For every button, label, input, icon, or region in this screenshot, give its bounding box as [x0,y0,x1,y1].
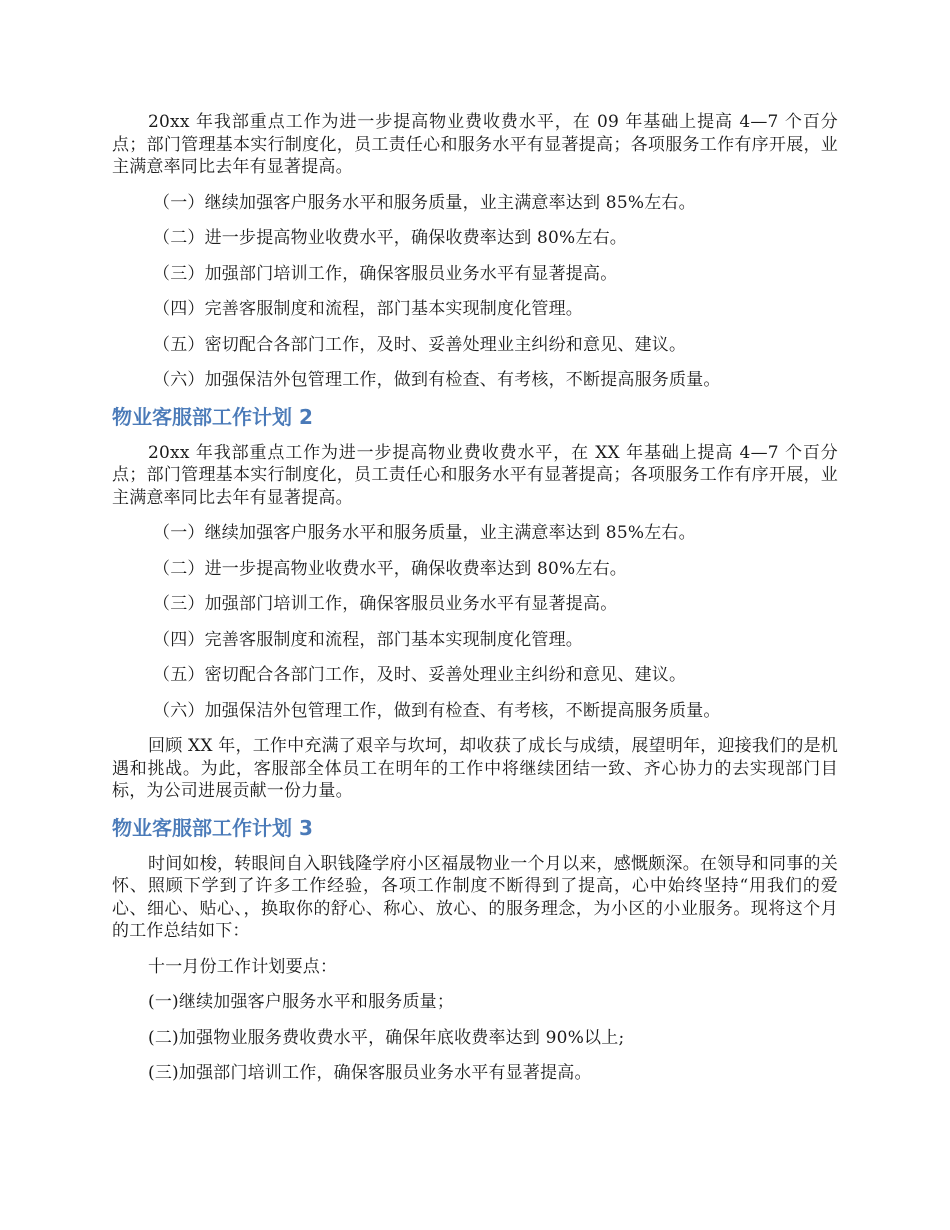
section3-title: 物业客服部工作计划 3 [112,815,313,840]
section2-closing: 回顾 XX 年，工作中充满了艰辛与坎坷，却收获了成长与成绩，展望明年，迎接我们的是机遇和挑战。为此，客服部全体员工在明年的工作中将继续团结一致、齐心协力的去实现部门目标，为公司进展贡献一份力量。 [112,736,838,801]
section2-item: （四）完善客服制度和流程，部门基本实现制度化管理。 [153,629,583,650]
section2-item: （五）密切配合各部门工作，及时、妥善处理业主纠纷和意见、建议。 [153,665,687,685]
section1-item: （四）完善客服制度和流程，部门基本实现制度化管理。 [153,299,583,319]
section2-item: （一）继续加强客户服务水平和服务质量，业主满意率达到 85%左右。 [153,523,696,543]
section3-intro: 时间如梭，转眼间自入职钱隆学府小区福晟物业一个月以来，感慨颇深。在领导和同事的关怀、照顾下学到了许多工作经验，各项工作制度不断得到了提高，心中始终坚持“用我们的爱心、细心、贴心、，换取你的舒心、称心、放心、的服务理念，为小区的小业服务。现将这个月的工作总结如下： [112,853,838,941]
section3-item: (一)继续加强客户服务水平和服务质量； [148,992,455,1012]
section2-title: 物业客服部工作计划 2 [112,404,313,429]
section1-item: （三）加强部门培训工作，确保客服员业务水平有显著提高。 [153,263,618,284]
section3-item: (三)加强部门培训工作，确保客服员业务水平有显著提高。 [148,1063,592,1083]
section1-intro: 20xx 年我部重点工作为进一步提高物业费收费水平，在 09 年基础上提高 4—7 个百分点；部门管理基本实行制度化，员工责任心和服务水平有显著提高；各项服务工作有序开展，业主满意率同比去年有显著提高。 [112,112,838,177]
section1-item: （一）继续加强客户服务水平和服务质量，业主满意率达到 85%左右。 [153,192,696,213]
section1-item: （二）进一步提高物业收费水平，确保收费率达到 80%左右。 [153,228,627,248]
section1-item: （六）加强保洁外包管理工作，做到有检查、有考核，不断提高服务质量。 [153,370,721,390]
section1-item: （五）密切配合各部门工作，及时、妥善处理业主纠纷和意见、建议。 [153,334,687,355]
section2-item: （六）加强保洁外包管理工作，做到有检查、有考核，不断提高服务质量。 [153,700,721,721]
section3-subtitle: 十一月份工作计划要点： [148,956,338,977]
section3-item: (二)加强物业服务费收费水平，确保年底收费率达到 90%以上; [148,1027,625,1048]
section2-item: （三）加强部门培训工作，确保客服员业务水平有显著提高。 [153,594,618,614]
section2-intro: 20xx 年我部重点工作为进一步提高物业费收费水平，在 XX 年基础上提高 4—7 个百分点；部门管理基本实行制度化，员工责任心和服务水平有显著提高；各项服务工作有序开展，业主满意率同比去年有显著提高。 [112,442,838,508]
section2-item: （二）进一步提高物业收费水平，确保收费率达到 80%左右。 [153,558,627,579]
